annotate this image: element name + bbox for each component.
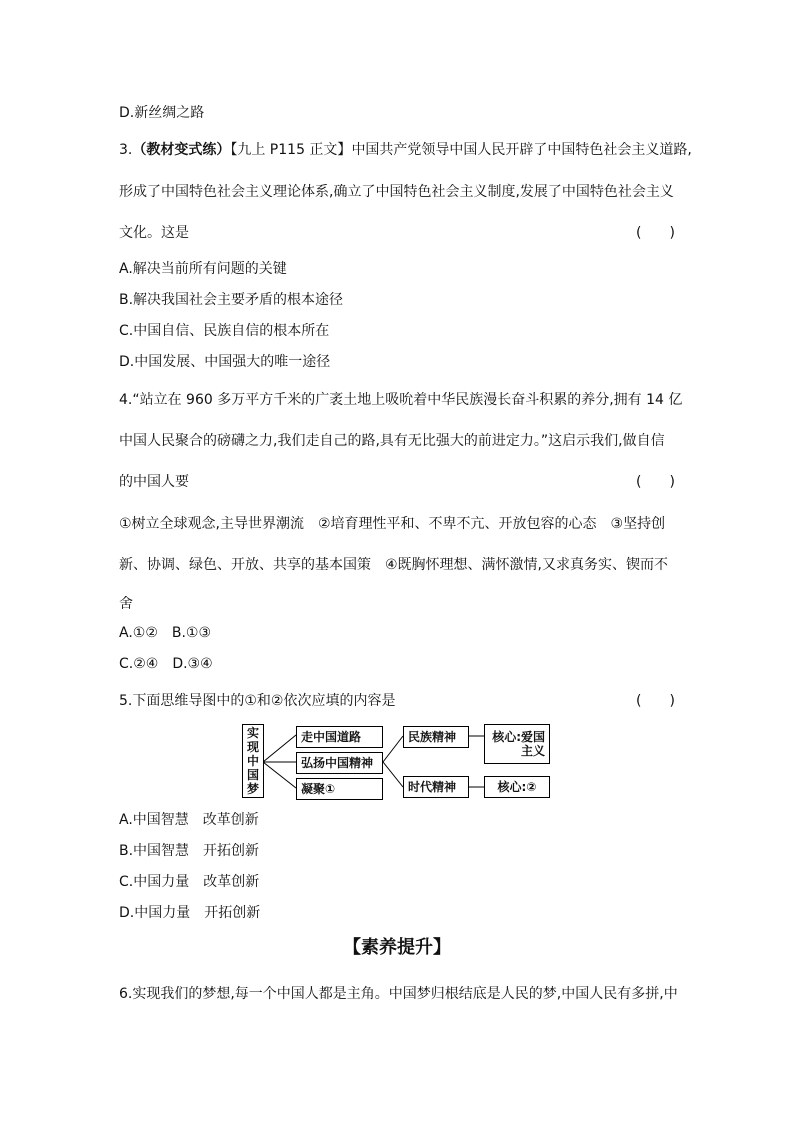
core1-line2: 主义 [520, 744, 545, 758]
q4-line3: 的中国人要 [119, 474, 189, 490]
root-char: 实 [246, 726, 259, 740]
root-char: 国 [246, 768, 259, 782]
mind-map-root [242, 724, 264, 798]
q5-option-c: C.中国力量 改革创新 [119, 874, 260, 890]
q3-answer-paren: ( ) [636, 225, 675, 241]
mind-map-era-spirit: 时代精神 [403, 776, 469, 798]
q4-item-line2: 新、协调、绿色、开放、共享的基本国策 ④既胸怀理想、满怀激情,又求真务实、锲而不 [119, 557, 668, 573]
q5-answer-paren: ( ) [636, 693, 675, 709]
q5-option-d: D.中国力量 开拓创新 [119, 905, 261, 921]
q3-line3: 文化。这是 [119, 225, 189, 241]
q4-item-line1: ①树立全球观念,主导世界潮流 ②培育理性平和、不卑不亢、开放包容的心态 ③坚持创 [119, 516, 666, 532]
q4-item-line3: 舍 [119, 596, 133, 612]
q4-line1: 4.“站立在 960 多万平方千米的广袤土地上吸吮着中华民族漫长奋斗积累的养分,拥有 14 亿 [119, 392, 683, 408]
q3-line1 [119, 141, 692, 159]
q3-option-d: D.中国发展、中国强大的唯一途径 [119, 354, 331, 370]
q5-option-b: B.中国智慧 开拓创新 [119, 843, 260, 859]
q4-option-cd: C.②④ D.③④ [119, 656, 213, 672]
mind-map-branch-spirit: 弘扬中国精神 [296, 752, 383, 774]
q3-number: 3. [119, 142, 133, 158]
q5-stem: 5.下面思维导图中的①和②依次应填的内容是 [119, 693, 396, 709]
q3-tag-page: 【九上 P115 正文】 [230, 142, 352, 158]
mind-map-branch-unite: 凝聚① [296, 778, 383, 800]
q3-option-c: C.中国自信、民族自信的根本所在 [119, 323, 330, 339]
q4-option-ab: A.①② B.①③ [119, 625, 212, 641]
q3-tag-textbook: （教材变式练） [132, 142, 231, 158]
section-title: 【素养提升】 [343, 937, 451, 958]
q6-line1: 6.实现我们的梦想,每一个中国人都是主角。中国梦归根结底是人民的梦,中国人民有多拼,中 [119, 986, 678, 1002]
q4-line2: 中国人民聚合的磅礴之力,我们走自己的路,具有无比强大的前进定力。”这启示我们,做自信 [119, 433, 665, 449]
mind-map-core-blank: 核心:② [484, 776, 550, 798]
mind-map [238, 722, 558, 802]
q2-option-d: D.新丝绸之路 [119, 105, 205, 121]
mind-map-branch-road: 走中国道路 [296, 726, 383, 748]
q3-option-a: A.解决当前所有问题的关键 [119, 261, 287, 277]
mind-map-core-patriotism [484, 724, 550, 764]
root-char: 中 [246, 754, 259, 768]
root-char: 梦 [246, 782, 259, 796]
q3-line2: 形成了中国特色社会主义理论体系,确立了中国特色社会主义制度,发展了中国特色社会主义 [119, 184, 674, 200]
q3-stem-1: 中国共产党领导中国人民开辟了中国特色社会主义道路, [351, 142, 692, 158]
q4-answer-paren: ( ) [636, 474, 675, 490]
core1-line1: 核心:爱国 [492, 730, 545, 744]
q3-option-b: B.解决我国社会主要矛盾的根本途径 [119, 292, 344, 308]
q5-option-a: A.中国智慧 改革创新 [119, 812, 259, 828]
mind-map-national-spirit: 民族精神 [403, 726, 469, 748]
root-char: 现 [246, 740, 259, 754]
